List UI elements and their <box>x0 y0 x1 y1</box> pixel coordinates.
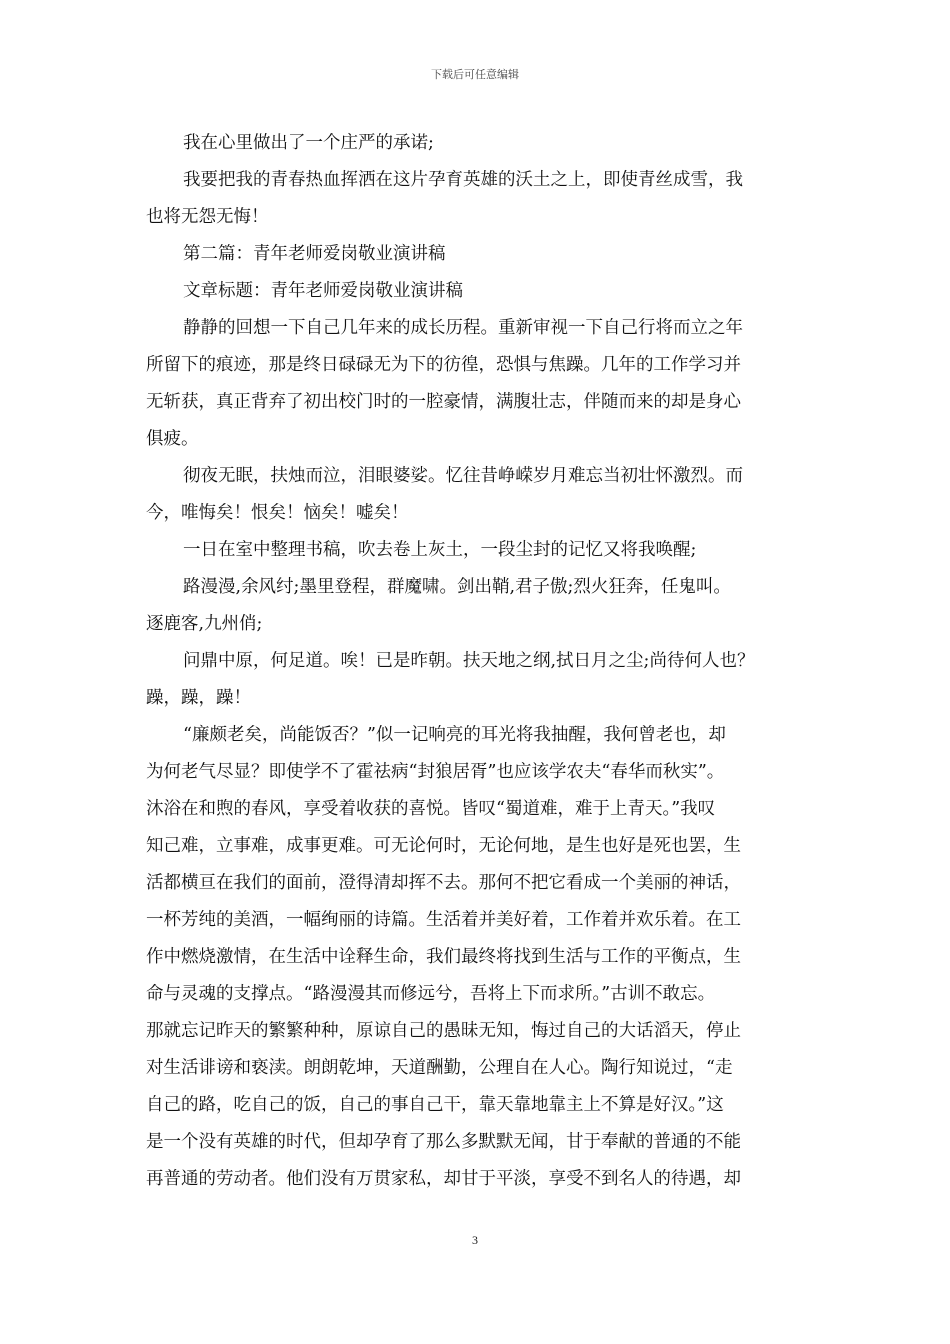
page-header: 下载后可任意编辑 <box>431 68 519 81</box>
text-line: 今，唯悔矣！恨矣！恼矣！嘘矣！ <box>146 503 409 523</box>
text-line: 沐浴在和煦的春风，享受着收获的喜悦。皆叹“蜀道难，难于上青天。”我叹 <box>146 799 716 819</box>
text-line: 那就忘记昨天的繁繁种种，原谅自己的愚昧无知，悔过自己的大话滔天，停止 <box>146 1021 741 1041</box>
text-line: 也将无怨无悔！ <box>146 207 269 227</box>
text-line: 一日在室中整理书稿，吹去卷上灰土，一段尘封的记忆又将我唤醒; <box>183 540 697 560</box>
text-line: 所留下的痕迹，那是终日碌碌无为下的彷徨，恐惧与焦躁。几年的工作学习并 <box>146 355 741 375</box>
text-line: “廉颇老矣，尚能饭否？”似一记响亮的耳光将我抽醒，我何曾老也，却 <box>183 725 726 745</box>
text-line: 知己难，立事难，成事更难。可无论何时，无论何地，是生也好是死也罢，生 <box>146 836 741 856</box>
text-line: 文章标题：青年老师爱岗敬业演讲稿 <box>183 281 463 301</box>
text-line: 静静的回想一下自己几年来的成长历程。重新审视一下自己行将而立之年 <box>183 318 743 338</box>
text-line: 彻夜无眠，扶烛而泣，泪眼婆娑。忆往昔峥嵘岁月难忘当初壮怀激烈。而 <box>183 466 743 486</box>
document-body <box>146 125 806 1198</box>
page-number: 3 <box>472 1233 478 1247</box>
text-line: 对生活诽谤和亵渎。朗朗乾坤，天道酬勤，公理自在人心。陶行知说过，“走 <box>146 1058 733 1078</box>
text-line: 无斩获，真正背弃了初出校门时的一腔豪情，满腹壮志，伴随而来的却是身心 <box>146 392 741 412</box>
text-line: 再普通的劳动者。他们没有万贯家私，却甘于平淡，享受不到名人的待遇，却 <box>146 1169 741 1189</box>
text-line: 躁，躁，躁！ <box>146 688 251 708</box>
text-line: 为何老气尽显？即使学不了霍祛病“封狼居胥”也应该学农夫“春华而秋实”。 <box>146 762 725 782</box>
text-line: 命与灵魂的支撑点。“路漫漫其而修远兮，吾将上下而求所。”古训不敢忘。 <box>146 984 716 1004</box>
text-line: 我在心里做出了一个庄严的承诺; <box>183 133 434 153</box>
text-line: 俱疲。 <box>146 429 199 449</box>
text-line: 活都横亘在我们的面前，澄得清却挥不去。那何不把它看成一个美丽的神话， <box>146 873 741 893</box>
text-line: 作中燃烧激情，在生活中诠释生命，我们最终将找到生活与工作的平衡点，生 <box>146 947 741 967</box>
text-line: 我要把我的青春热血挥洒在这片孕育英雄的沃土之上，即使青丝成雪，我 <box>183 170 743 190</box>
text-line: 路漫漫,余风纣;墨里登程，群魔啸。剑出鞘,君子傲;烈火狂奔，任鬼叫。 <box>183 577 731 597</box>
text-line: 逐鹿客,九州俏; <box>146 614 263 634</box>
text-line: 问鼎中原，何足道。唉！已是昨朝。扶天地之纲,拭日月之尘;尚待何人也？ <box>183 651 755 671</box>
text-line: 自己的路，吃自己的饭，自己的事自己干，靠天靠地靠主上不算是好汉。”这 <box>146 1095 724 1115</box>
text-line: 一杯芳纯的美酒，一幅绚丽的诗篇。生活着并美好着，工作着并欢乐着。在工 <box>146 910 741 930</box>
text-line: 是一个没有英雄的时代，但却孕育了那么多默默无闻，甘于奉献的普通的不能 <box>146 1132 741 1152</box>
text-line: 第二篇：青年老师爱岗敬业演讲稿 <box>183 244 446 264</box>
